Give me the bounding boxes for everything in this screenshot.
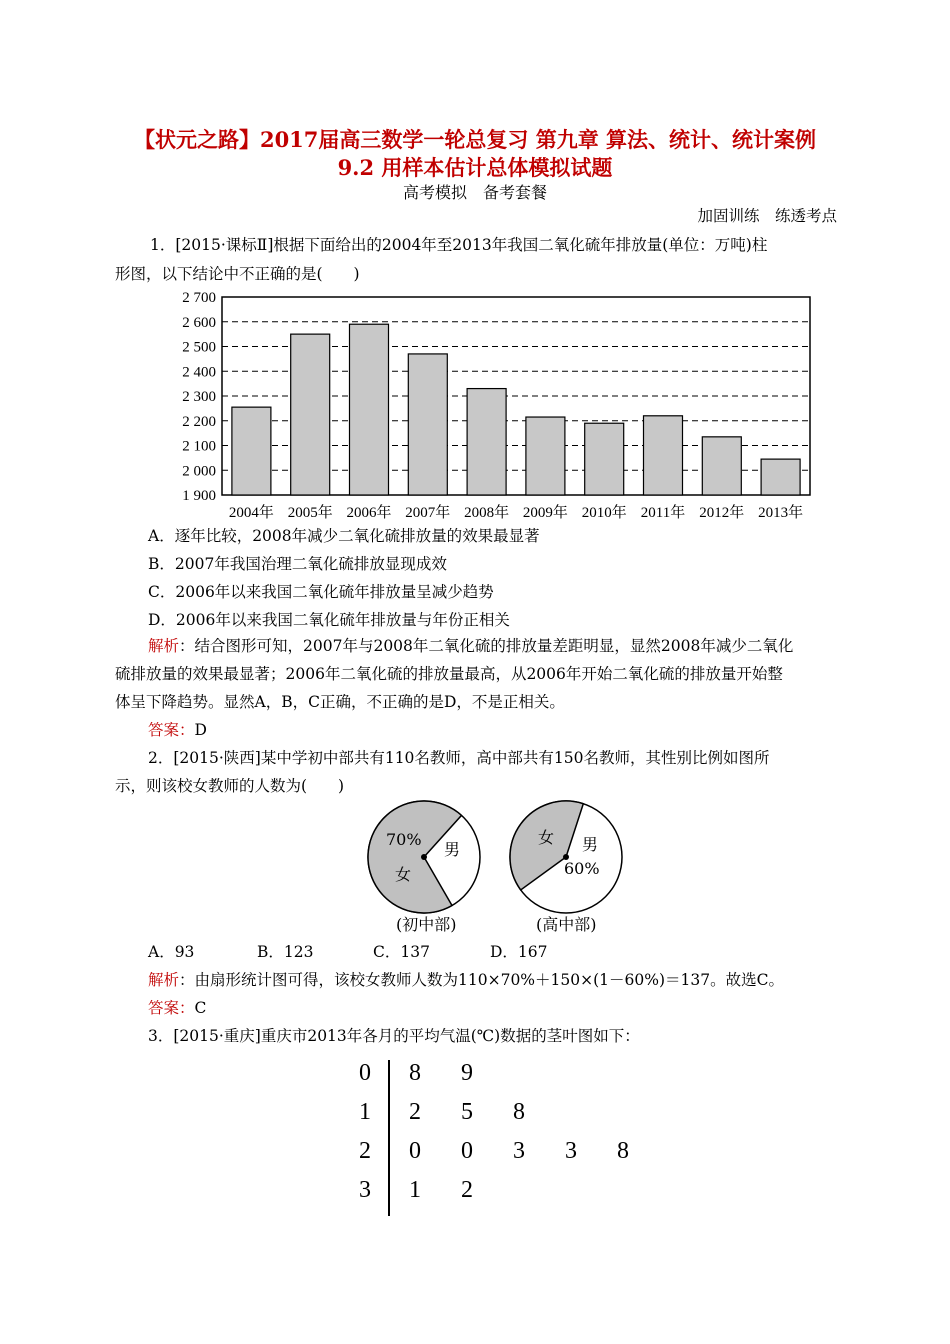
bar bbox=[408, 354, 447, 495]
q1-option-d: D．2006年以来我国二氧化硫年排放量与年份正相关 bbox=[148, 611, 510, 629]
q1-answer: 答案：D bbox=[148, 721, 207, 739]
y-tick-label: 1 900 bbox=[182, 488, 216, 504]
q1-analysis-line3: 体呈下降趋势。显然A，B，C正确，不正确的是D，不是正相关。 bbox=[115, 693, 565, 711]
x-tick-label: 2011年 bbox=[640, 505, 686, 521]
doc-subtitle: 高考模拟 备考套餐 bbox=[402, 183, 547, 202]
pie-charts bbox=[360, 800, 630, 940]
bar bbox=[585, 423, 624, 495]
q1-stem-line2: 形图，以下结论中不正确的是( ) bbox=[115, 265, 360, 283]
q2-analysis: 解析：由扇形统计图可得，该校女教师人数为110×70%＋150×(1－60%)＝137。故选C。 bbox=[148, 971, 784, 989]
stem-leaf-row: 2 0 0 3 3 8 bbox=[359, 1138, 629, 1164]
pie1-pct-label: 70% bbox=[386, 830, 422, 849]
y-tick-label: 2 000 bbox=[182, 463, 216, 480]
stem-leaf-row: 0 8 9 bbox=[359, 1060, 473, 1086]
q2-stem-line2: 示，则该校女教师的人数为( ) bbox=[115, 777, 345, 795]
y-tick-label: 2 100 bbox=[182, 438, 216, 455]
q2-answer: 答案：C bbox=[148, 999, 207, 1017]
x-tick-label: 2009年 bbox=[522, 505, 568, 521]
y-tick-label: 2 400 bbox=[182, 364, 216, 381]
q1-analysis-label: 解析 bbox=[148, 637, 180, 655]
y-tick-label: 2 600 bbox=[182, 314, 216, 331]
y-tick-label: 2 700 bbox=[182, 290, 216, 306]
x-tick-label: 2005年 bbox=[287, 505, 333, 521]
x-tick-label: 2008年 bbox=[464, 505, 510, 521]
bar bbox=[350, 324, 389, 495]
q1-option-a: A．逐年比较，2008年减少二氧化硫排放量的效果最显著 bbox=[148, 527, 540, 545]
pie1-female-label: 女 bbox=[395, 865, 412, 884]
q2-option-b: B．123 bbox=[257, 943, 314, 961]
q2-option-d: D．167 bbox=[490, 943, 548, 961]
bar bbox=[291, 334, 330, 495]
y-tick-label: 2 500 bbox=[182, 339, 216, 356]
bar bbox=[761, 459, 800, 495]
q2-stem-line1: 2．[2015·陕西]某中学初中部共有110名教师，高中部共有150名教师，其性别比例如图所 bbox=[148, 749, 770, 767]
bar bbox=[467, 389, 506, 495]
y-tick-label: 2 200 bbox=[182, 413, 216, 430]
q1-analysis-line2: 硫排放量的效果最显著；2006年二氧化硫的排放量最高，从2006年开始二氧化硫的排放量开始整 bbox=[115, 665, 783, 683]
x-tick-label: 2007年 bbox=[405, 505, 451, 521]
doc-title-line2: 9.2 用样本估计总体模拟试题 bbox=[337, 155, 613, 180]
q1-analysis-line1: 解析：结合图形可知，2007年与2008年二氧化硫的排放量差距明显，显然2008年减少二氧化 bbox=[148, 637, 794, 655]
pie2-female-label: 女 bbox=[538, 828, 555, 847]
bar bbox=[702, 437, 741, 495]
doc-title-line1: 【状元之路】2017届高三数学一轮总复习 第九章 算法、统计、统计案例 bbox=[133, 127, 817, 152]
x-tick-label: 2013年 bbox=[758, 505, 804, 521]
stem-leaf-row: 3 1 2 bbox=[359, 1177, 473, 1203]
pie2-male-label: 男 bbox=[582, 835, 599, 854]
right-note: 加固训练 练透考点 bbox=[697, 207, 837, 225]
bar bbox=[232, 407, 271, 495]
pie1-caption: (初中部) bbox=[396, 915, 457, 934]
stem-leaf-row: 1 2 5 8 bbox=[359, 1099, 525, 1125]
pie1-male-label: 男 bbox=[444, 840, 461, 859]
stem-leaf-plot bbox=[345, 1058, 665, 1218]
x-tick-label: 2012年 bbox=[699, 505, 745, 521]
bar bbox=[526, 417, 565, 495]
q1-stem-line1: 1．[2015·课标Ⅱ]根据下面给出的2004年至2013年我国二氧化硫年排放量(单位：万吨)柱 bbox=[150, 236, 768, 254]
x-tick-label: 2004年 bbox=[228, 505, 274, 521]
y-tick-label: 2 300 bbox=[182, 389, 216, 405]
q1-option-b: B．2007年我国治理二氧化硫排放显现成效 bbox=[148, 555, 447, 573]
q2-option-a: A．93 bbox=[148, 943, 195, 961]
pie2-pct-label: 60% bbox=[564, 859, 600, 878]
so2-bar-chart bbox=[160, 283, 825, 526]
pie2-caption: (高中部) bbox=[536, 915, 597, 934]
q1-option-c: C．2006年以来我国二氧化硫年排放量呈减少趋势 bbox=[148, 583, 494, 601]
q3-stem: 3．[2015·重庆]重庆市2013年各月的平均气温(℃)数据的茎叶图如下： bbox=[148, 1027, 640, 1045]
x-tick-label: 2006年 bbox=[346, 505, 392, 521]
bar bbox=[644, 416, 683, 495]
q2-option-c: C．137 bbox=[373, 943, 430, 961]
x-tick-label: 2010年 bbox=[581, 505, 627, 521]
